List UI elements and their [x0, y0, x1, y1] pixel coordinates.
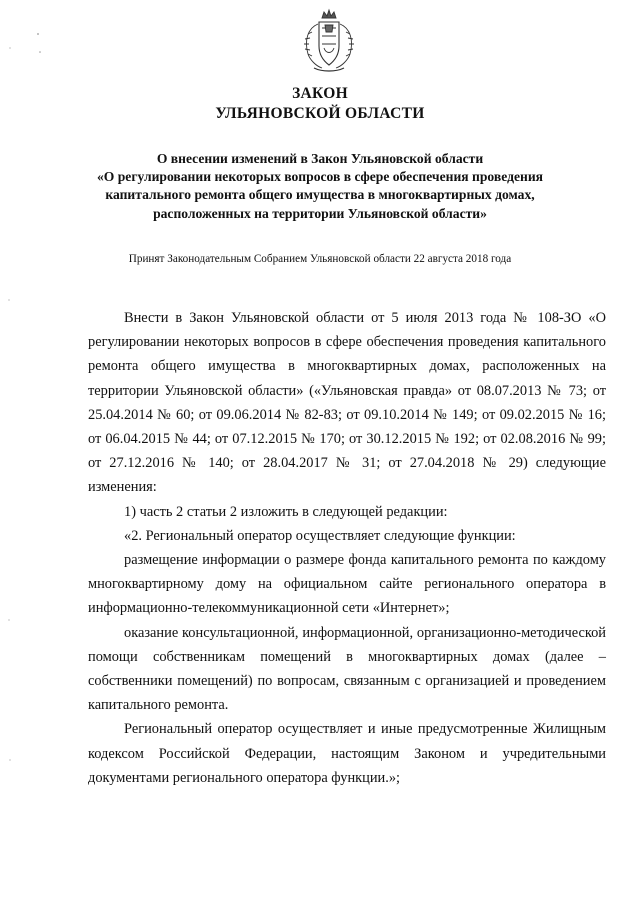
- body-paragraph: «2. Региональный оператор осуществляет следующие функции:: [124, 527, 516, 544]
- subject-line: расположенных на территории Ульяновской области»: [153, 205, 487, 221]
- scan-margin-marks: [6, 0, 46, 905]
- body-paragraph: размещение информации о размере фонда капитального ремонта по каждому многоквартирному дому на официальном сайте регионального оператора в информационно-телекоммуникационной сети «Интернет»;: [88, 552, 606, 617]
- body-paragraph: Внести в Закон Ульяновской области от 5 июля 2013 года № 108-ЗО «О регулировании некоторых вопросов в сфере обеспечения проведения капитального ремонта общего имущества в многоквартирных домах, расположенных на территории Ульяновской области» («Ульяновская правда» от 08.07.2013 № 73; от 25.04.2014 № 60; от 09.06.2014 № 82-83; от 09.10.2014 № 149; от 09.02.2015 № 16; от 06.04.2015 № 44; от 07.12.2015 № 170; от 30.12.2015 № 192; от 02.08.2016 № 99; от 27.12.2016 № 140; от 28.04.2017 № 31; от 27.04.2018 № 29) следующие изменения:: [88, 310, 606, 496]
- document-region-line: УЛЬЯНОВСКОЙ ОБЛАСТИ: [215, 105, 425, 122]
- subject-line: «О регулировании некоторых вопросов в сфере обеспечения проведения: [96, 169, 544, 185]
- subject-line: О внесении изменений в Закон Ульяновской области: [156, 151, 484, 166]
- document-type-heading: [0, 84, 640, 124]
- body-paragraph: 1) часть 2 статьи 2 изложить в следующей редакции:: [124, 503, 448, 520]
- document-body: [88, 306, 606, 790]
- subject-line: капитального ремонта общего имущества в многоквартирных домах,: [105, 187, 535, 203]
- document-type-line: ЗАКОН: [292, 85, 348, 102]
- coat-of-arms-icon: [300, 8, 358, 74]
- document-subject: [0, 150, 640, 223]
- adoption-note: Принят Законодательным Собранием Ульяновской области 22 августа 2018 года: [128, 253, 512, 265]
- body-paragraph: оказание консультационной, информационной, организационно-методической помощи собственникам помещений в многоквартирных домах (далее – собственники помещений) по вопросам, связанным с организацией и проведением капитального ремонта.: [88, 624, 606, 714]
- body-paragraph: Региональный оператор осуществляет и иные предусмотренные Жилищным кодексом Российской Федерации, настоящим Законом и учредительными документами регионального оператора функции.»;: [88, 721, 606, 786]
